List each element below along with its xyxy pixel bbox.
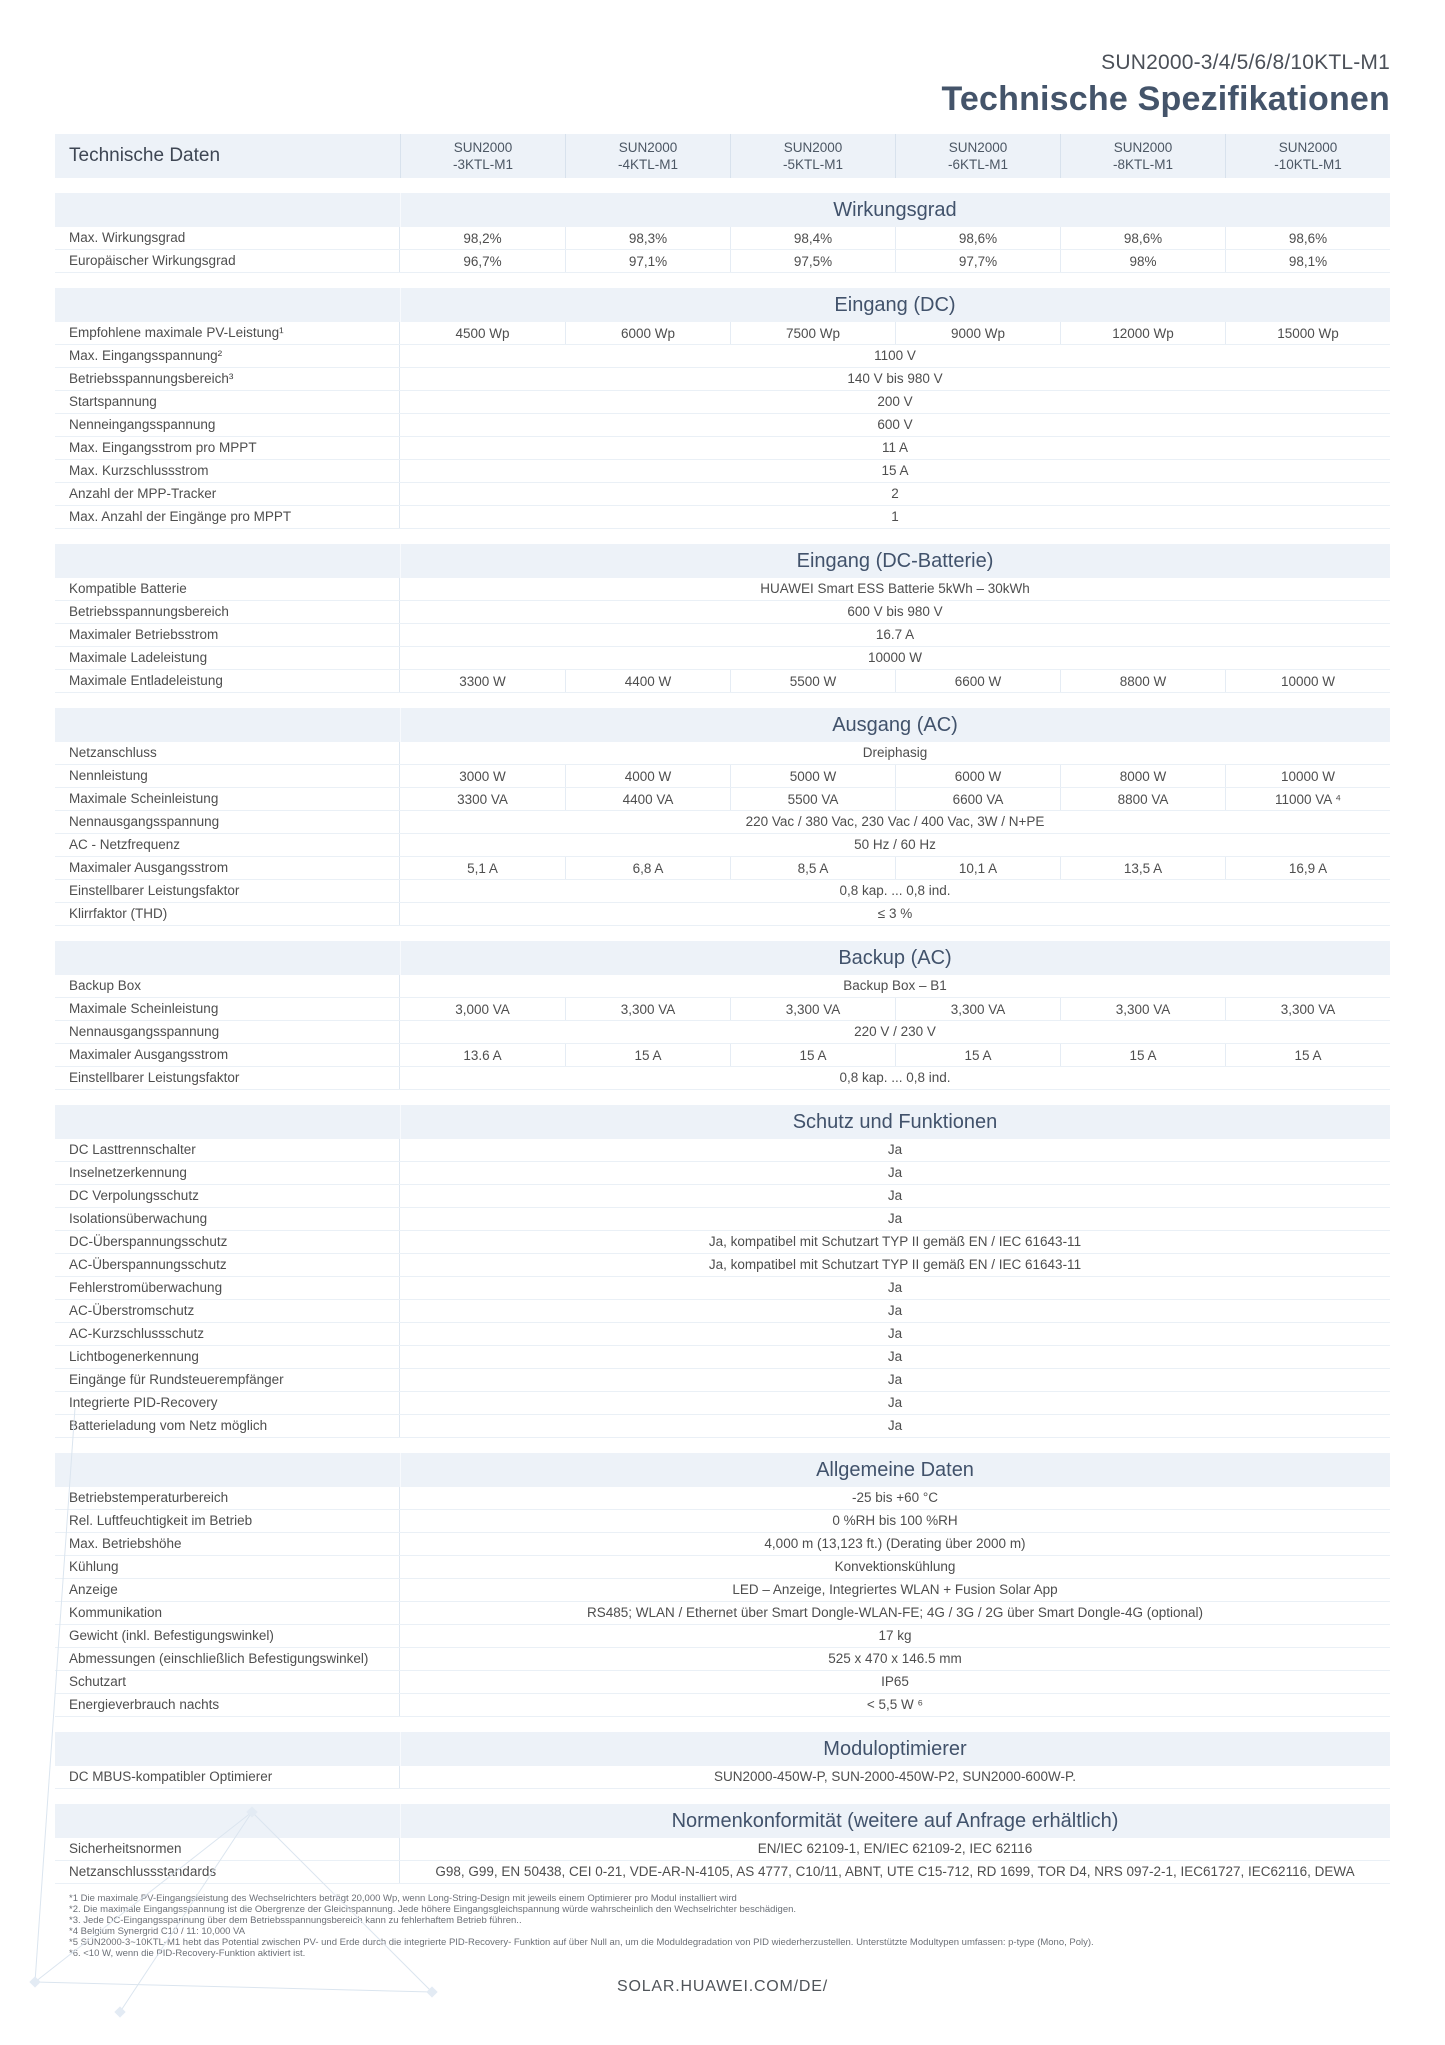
row-label: Nennausgangsspannung: [55, 811, 400, 833]
row-value-span: G98, G99, EN 50438, CEI 0-21, VDE-AR-N-4105, AS 4777, C10/11, ABNT, UTE C15-712, RD 1699, TOR D4, NRS 097-2-1, IEC61727, IEC62116, DEWA: [435, 1864, 1355, 1879]
section-header-band: [55, 193, 1390, 227]
row-value: 98,6%: [1225, 227, 1390, 249]
row-value: 98,1%: [1225, 250, 1390, 272]
row-value-span: ≤ 3 %: [877, 906, 913, 921]
row-label: Isolationsüberwachung: [55, 1208, 400, 1230]
row-value: 3,300 VA: [1225, 998, 1390, 1020]
section-header-band: [55, 708, 1390, 742]
section-header-band: [55, 941, 1390, 975]
row-label: Max. Eingangsspannung²: [55, 345, 400, 367]
row-value-span: 220 V / 230 V: [854, 1024, 936, 1039]
row-value-span: LED – Anzeige, Integriertes WLAN + Fusion Solar App: [732, 1582, 1058, 1597]
row-label: AC-Überstromschutz: [55, 1300, 400, 1322]
row-value: 8800 VA: [1060, 788, 1225, 810]
spec-row: [55, 578, 1390, 601]
row-label: Gewicht (inkl. Befestigungswinkel): [55, 1625, 400, 1647]
row-label: DC MBUS-kompatibler Optimierer: [55, 1766, 400, 1788]
spec-row: [55, 880, 1390, 903]
spec-row: [55, 1766, 1390, 1789]
row-label: Maximaler Ausgangsstrom: [55, 1044, 400, 1066]
row-value: 12000 Wp: [1060, 322, 1225, 344]
row-value: 13,5 A: [1060, 857, 1225, 879]
row-value-span: 0,8 kap. ... 0,8 ind.: [839, 1070, 951, 1085]
spec-row: [55, 788, 1390, 811]
row-value-span: Ja: [887, 1211, 903, 1226]
spec-row: [55, 1162, 1390, 1185]
section-title: Eingang (DC): [834, 293, 956, 316]
spec-row: [55, 1208, 1390, 1231]
row-label: Maximaler Ausgangsstrom: [55, 857, 400, 879]
row-label: Maximale Entladeleistung: [55, 670, 400, 692]
spec-row: [55, 647, 1390, 670]
spec-row: [55, 1021, 1390, 1044]
spec-row: [55, 1254, 1390, 1277]
model-name-line2: -6KTL-M1: [947, 157, 1008, 172]
row-value-span: 11 A: [881, 440, 909, 455]
row-value: 5500 W: [730, 670, 895, 692]
row-value-span: 50 Hz / 60 Hz: [854, 837, 936, 852]
row-value: 3,000 VA: [455, 1001, 510, 1017]
spec-row: [55, 903, 1390, 926]
spec-row: [55, 345, 1390, 368]
row-label: Anzeige: [55, 1579, 400, 1601]
column-header-model: [730, 134, 895, 178]
section-header-band: [55, 1732, 1390, 1766]
row-value: 6600 W: [895, 670, 1060, 692]
row-label: Sicherheitsnormen: [55, 1838, 400, 1860]
section-title: Moduloptimierer: [823, 1737, 967, 1760]
row-value: 98%: [1060, 250, 1225, 272]
spec-row: [55, 1044, 1390, 1067]
footnote: *2. Die maximale Eingangsspannung ist die Obergrenze der Gleichspannung. Jede höhere Eingangsgleichspannung würde wahrscheinlich den Wechselrichter beschädigen.: [69, 1904, 797, 1915]
row-value-span: Ja: [887, 1418, 903, 1433]
model-name-line1: SUN2000: [1278, 140, 1338, 155]
row-label: Nenneingangsspannung: [55, 414, 400, 436]
row-value-span: Konvektionskühlung: [834, 1559, 956, 1574]
row-label: Betriebsspannungsbereich³: [55, 368, 400, 390]
footnote: *4 Belgium Synergrid C10 / 11: 10,000 VA: [69, 1926, 246, 1937]
row-label: DC-Überspannungsschutz: [55, 1231, 400, 1253]
row-label: Betriebstemperaturbereich: [55, 1487, 400, 1509]
spec-row: [55, 483, 1390, 506]
spec-row: [55, 1694, 1390, 1717]
row-value-span: Ja, kompatibel mit Schutzart TYP II gemäß EN / IEC 61643-11: [708, 1257, 1082, 1272]
spec-row: [55, 975, 1390, 998]
row-value: 3,300 VA: [1060, 998, 1225, 1020]
row-value-span: Ja: [887, 1303, 903, 1318]
row-label: Kühlung: [55, 1556, 400, 1578]
row-value: 98,2%: [463, 230, 502, 246]
row-label: Rel. Luftfeuchtigkeit im Betrieb: [55, 1510, 400, 1532]
spec-row: [55, 1838, 1390, 1861]
row-value-span: Ja: [887, 1165, 903, 1180]
model-name-line2: -4KTL-M1: [617, 157, 678, 172]
section-title: Backup (AC): [838, 946, 952, 969]
row-value: 7500 Wp: [730, 322, 895, 344]
footnotes: [69, 1893, 1249, 1959]
row-value-span: 600 V bis 980 V: [847, 604, 943, 619]
spec-row: [55, 1579, 1390, 1602]
row-value-span: 17 kg: [878, 1628, 912, 1643]
row-label: Fehlerstromüberwachung: [55, 1277, 400, 1299]
row-value: 4000 W: [565, 765, 730, 787]
row-value: 4400 VA: [565, 788, 730, 810]
section-title: Allgemeine Daten: [816, 1458, 974, 1481]
row-value-span: 15 A: [881, 463, 909, 478]
row-value: 3300 W: [459, 673, 506, 689]
spec-row: [55, 857, 1390, 880]
row-value: 11000 VA ⁴: [1225, 788, 1390, 810]
row-value: 10,1 A: [895, 857, 1060, 879]
footnote: *1 Die maximale PV-Eingangsleistung des Wechselrichters beträgt 20,000 Wp, wenn Long-String-Design mit jeweils einem Optimierer pro Modul installiert wird: [69, 1893, 737, 1904]
section-header-band: [55, 1105, 1390, 1139]
row-label: Maximale Scheinleistung: [55, 998, 400, 1020]
row-value: 97,1%: [565, 250, 730, 272]
row-value-span: EN/IEC 62109-1, EN/IEC 62109-2, IEC 62116: [757, 1841, 1033, 1856]
row-value: 3,300 VA: [565, 998, 730, 1020]
row-label: AC-Kurzschlussschutz: [55, 1323, 400, 1345]
row-value: 15 A: [565, 1044, 730, 1066]
spec-row: [55, 1300, 1390, 1323]
row-label: Netzanschluss: [55, 742, 400, 764]
row-value: 6,8 A: [565, 857, 730, 879]
row-value: 5500 VA: [730, 788, 895, 810]
row-value: 8000 W: [1060, 765, 1225, 787]
spec-row: [55, 1602, 1390, 1625]
spec-row: [55, 1861, 1390, 1884]
row-label: AC-Überspannungsschutz: [55, 1254, 400, 1276]
model-name-line2: -3KTL-M1: [452, 157, 513, 172]
row-value: 96,7%: [463, 253, 502, 269]
column-header-model: [565, 134, 730, 178]
row-value-span: 220 Vac / 380 Vac, 230 Vac / 400 Vac, 3W / N+PE: [745, 814, 1045, 829]
row-value-span: Ja: [887, 1188, 903, 1203]
row-value: 98,6%: [895, 227, 1060, 249]
column-header-model: [400, 134, 565, 178]
spec-row: [55, 624, 1390, 647]
section-header-band: [55, 1804, 1390, 1838]
row-value: 97,7%: [895, 250, 1060, 272]
row-value-span: < 5,5 W ⁶: [866, 1697, 924, 1712]
row-value: 4500 Wp: [455, 325, 510, 341]
model-name-line1: SUN2000: [453, 140, 513, 155]
document-header: [55, 0, 1390, 120]
footnote: *5 SUN2000-3~10KTL-M1 hebt das Potential zwischen PV- und Erde durch die integrierte PID-Recovery- Funktion auf über Null an, um die Moduldegradation von PID wiederherzustellen. Unterstützte Modultypen umfassen: p-type (Mono, Poly).: [69, 1937, 1094, 1948]
spec-row: [55, 811, 1390, 834]
row-value: 16,9 A: [1225, 857, 1390, 879]
spec-row: [55, 765, 1390, 788]
spec-row: [55, 1487, 1390, 1510]
row-value: 9000 Wp: [895, 322, 1060, 344]
row-value: 4400 W: [565, 670, 730, 692]
spec-row: [55, 1648, 1390, 1671]
row-label: Einstellbarer Leistungsfaktor: [55, 1067, 400, 1089]
spec-row: [55, 322, 1390, 345]
row-value-span: Ja: [887, 1395, 903, 1410]
spec-row: [55, 414, 1390, 437]
row-value: 15 A: [1225, 1044, 1390, 1066]
row-value: 13.6 A: [463, 1047, 502, 1063]
model-name-line2: -10KTL-M1: [1274, 157, 1342, 172]
column-header-model: [895, 134, 1060, 178]
row-label: Nennausgangsspannung: [55, 1021, 400, 1043]
row-label: Max. Kurzschlussstrom: [55, 460, 400, 482]
content-area: [55, 0, 1390, 1959]
row-value-span: Ja: [887, 1326, 903, 1341]
spec-row: [55, 391, 1390, 414]
row-label: Startspannung: [55, 391, 400, 413]
spec-row: [55, 1625, 1390, 1648]
column-header-model: [1225, 134, 1390, 178]
row-label: Europäischer Wirkungsgrad: [55, 250, 400, 272]
section-header-band: [55, 544, 1390, 578]
model-name-line1: SUN2000: [783, 140, 843, 155]
spec-row: [55, 1231, 1390, 1254]
row-value-span: 140 V bis 980 V: [847, 371, 943, 386]
spec-row: [55, 1510, 1390, 1533]
row-value: 3000 W: [459, 768, 506, 784]
spec-row: [55, 437, 1390, 460]
row-value: 98,3%: [565, 227, 730, 249]
spec-row: [55, 227, 1390, 250]
row-label: Empfohlene maximale PV-Leistung¹: [55, 322, 400, 344]
section-title: Normenkonformität (weitere auf Anfrage erhältlich): [671, 1809, 1119, 1832]
spec-row: [55, 250, 1390, 273]
spec-row: [55, 834, 1390, 857]
section-title: Schutz und Funktionen: [792, 1110, 998, 1133]
row-value-span: 16.7 A: [875, 627, 915, 642]
row-label: Maximale Scheinleistung: [55, 788, 400, 810]
row-label: Maximale Ladeleistung: [55, 647, 400, 669]
row-value: 98,4%: [730, 227, 895, 249]
spec-row: [55, 1277, 1390, 1300]
row-label: Eingänge für Rundsteuerempfänger: [55, 1369, 400, 1391]
row-label: Integrierte PID-Recovery: [55, 1392, 400, 1414]
row-value: 6000 Wp: [565, 322, 730, 344]
row-label: Lichtbogenerkennung: [55, 1346, 400, 1368]
row-label: Batterieladung vom Netz möglich: [55, 1415, 400, 1437]
spec-row: [55, 1556, 1390, 1579]
row-value: 3,300 VA: [730, 998, 895, 1020]
spec-sections: [55, 193, 1390, 1884]
page-title: Technische Spezifikationen: [941, 80, 1390, 118]
spec-row: [55, 506, 1390, 529]
row-value: 5,1 A: [467, 860, 498, 876]
row-value-span: 0,8 kap. ... 0,8 ind.: [839, 883, 951, 898]
row-label: Max. Eingangsstrom pro MPPT: [55, 437, 400, 459]
row-label: AC - Netzfrequenz: [55, 834, 400, 856]
footnote: *3. Jede DC-Eingangsspannung über dem Betriebsspannungsbereich kann zu fehlerhaftem Betrieb führen..: [69, 1915, 522, 1926]
row-value-span: Dreiphasig: [862, 745, 928, 760]
row-label: Netzanschlussstandards: [55, 1861, 400, 1883]
spec-row: [55, 1323, 1390, 1346]
row-label: DC Lasttrennschalter: [55, 1139, 400, 1161]
row-value-span: Ja, kompatibel mit Schutzart TYP II gemäß EN / IEC 61643-11: [708, 1234, 1082, 1249]
row-value-span: 200 V: [877, 394, 913, 409]
row-label: Anzahl der MPP-Tracker: [55, 483, 400, 505]
footer-url: SOLAR.HUAWEI.COM/DE/: [617, 1978, 828, 1995]
row-label: Max. Wirkungsgrad: [55, 227, 400, 249]
row-value: 15 A: [895, 1044, 1060, 1066]
row-value-span: 10000 W: [867, 650, 923, 665]
row-value: 97,5%: [730, 250, 895, 272]
spec-row: [55, 670, 1390, 693]
model-name-line1: SUN2000: [948, 140, 1008, 155]
row-label: Betriebsspannungsbereich: [55, 601, 400, 623]
row-value: 98,6%: [1060, 227, 1225, 249]
spec-row: [55, 1671, 1390, 1694]
spec-row: [55, 1185, 1390, 1208]
spec-row: [55, 998, 1390, 1021]
row-value-span: 600 V: [877, 417, 913, 432]
row-value-span: Backup Box – B1: [843, 978, 947, 993]
row-label: Kompatible Batterie: [55, 578, 400, 600]
section-title: Wirkungsgrad: [833, 198, 957, 221]
spec-row: [55, 460, 1390, 483]
row-value: 5000 W: [730, 765, 895, 787]
spec-row: [55, 1369, 1390, 1392]
row-value-span: -25 bis +60 °C: [851, 1490, 939, 1505]
row-value: 6000 W: [895, 765, 1060, 787]
model-name-line1: SUN2000: [1113, 140, 1173, 155]
row-value-span: Ja: [887, 1349, 903, 1364]
row-label: Max. Anzahl der Eingänge pro MPPT: [55, 506, 400, 528]
row-label: Schutzart: [55, 1671, 400, 1693]
row-label: Kommunikation: [55, 1602, 400, 1624]
section-title: Eingang (DC-Batterie): [796, 549, 994, 572]
spec-row: [55, 1067, 1390, 1090]
row-value-span: Ja: [887, 1372, 903, 1387]
row-label: Max. Betriebshöhe: [55, 1533, 400, 1555]
row-value-span: SUN2000-450W-P, SUN-2000-450W-P2, SUN2000-600W-P.: [714, 1769, 1076, 1784]
row-label: Nennleistung: [55, 765, 400, 787]
row-value: 3300 VA: [457, 791, 508, 807]
spec-row: [55, 1415, 1390, 1438]
model-name-line1: SUN2000: [618, 140, 678, 155]
row-label: Inselnetzerkennung: [55, 1162, 400, 1184]
row-label: DC Verpolungsschutz: [55, 1185, 400, 1207]
row-value-span: 2: [891, 486, 899, 501]
row-value-span: 4,000 m (13,123 ft.) (Derating über 2000 m): [764, 1536, 1026, 1551]
row-value: 10000 W: [1225, 765, 1390, 787]
footnote: *6. <10 W, wenn die PID-Recovery-Funktion aktiviert ist.: [69, 1948, 306, 1959]
row-label: Backup Box: [55, 975, 400, 997]
table-header-row: [55, 134, 1390, 178]
product-model: SUN2000-3/4/5/6/8/10KTL-M1: [1101, 51, 1390, 74]
row-value-span: 1: [891, 509, 899, 524]
spec-row: [55, 601, 1390, 624]
model-name-line2: -8KTL-M1: [1112, 157, 1173, 172]
row-label: Klirrfaktor (THD): [55, 903, 400, 925]
row-label: Maximaler Betriebsstrom: [55, 624, 400, 646]
row-label: Abmessungen (einschließlich Befestigungswinkel): [55, 1648, 400, 1670]
model-name-line2: -5KTL-M1: [782, 157, 843, 172]
table-header-label: Technische Daten: [69, 145, 221, 166]
row-value: 8,5 A: [730, 857, 895, 879]
row-value: 3,300 VA: [895, 998, 1060, 1020]
spec-row: [55, 1346, 1390, 1369]
spec-row: [55, 742, 1390, 765]
spec-row: [55, 1139, 1390, 1162]
row-value: 15 A: [1060, 1044, 1225, 1066]
row-value: 8800 W: [1060, 670, 1225, 692]
row-value-span: 0 %RH bis 100 %RH: [832, 1513, 958, 1528]
row-value-span: 525 x 470 x 146.5 mm: [828, 1651, 962, 1666]
section-header-band: [55, 288, 1390, 322]
row-value-span: 1100 V: [874, 348, 916, 363]
row-label: Einstellbarer Leistungsfaktor: [55, 880, 400, 902]
row-value-span: Ja: [887, 1280, 903, 1295]
row-value: 6600 VA: [895, 788, 1060, 810]
section-title: Ausgang (AC): [832, 713, 958, 736]
row-label: Energieverbrauch nachts: [55, 1694, 400, 1716]
row-value-span: HUAWEI Smart ESS Batterie 5kWh – 30kWh: [760, 581, 1030, 596]
row-value-span: Ja: [887, 1142, 903, 1157]
row-value-span: RS485; WLAN / Ethernet über Smart Dongle-WLAN-FE; 4G / 3G / 2G über Smart Dongle-4G (optional): [587, 1605, 1203, 1620]
row-value: 15 A: [730, 1044, 895, 1066]
spec-row: [55, 368, 1390, 391]
column-header-model: [1060, 134, 1225, 178]
row-value-span: IP65: [881, 1674, 909, 1689]
spec-row: [55, 1392, 1390, 1415]
section-header-band: [55, 1453, 1390, 1487]
row-value: 10000 W: [1225, 670, 1390, 692]
spec-row: [55, 1533, 1390, 1556]
row-value: 15000 Wp: [1225, 322, 1390, 344]
